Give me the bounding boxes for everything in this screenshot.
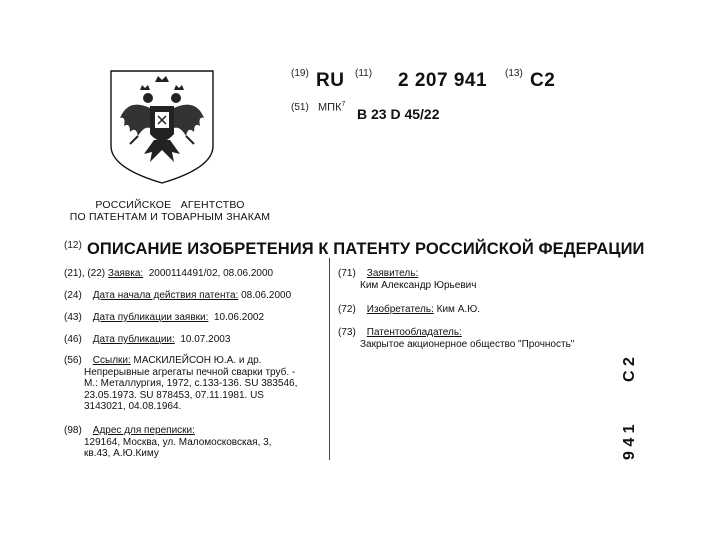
field-71-value: Ким Александр Юрьевич	[360, 279, 477, 291]
side-patent-number	[608, 300, 648, 470]
field-71	[338, 268, 608, 291]
field-46	[64, 334, 230, 346]
field-56-line-1: Непрерывные агрегаты печной сварки труб. -	[84, 366, 296, 378]
field-56-num: (56)	[64, 355, 82, 366]
code-11: (11)	[355, 68, 373, 79]
field-24-num: (24)	[64, 290, 82, 301]
code-51: (51)	[291, 102, 309, 113]
field-43-num: (43)	[64, 312, 82, 323]
field-56-line-2: М.: Металлургия, 1972, с.133-136. SU 383546,	[84, 378, 298, 389]
agency-name	[64, 199, 276, 223]
patent-kind: C2	[530, 70, 556, 91]
ipc-class: B 23 D 45/22	[357, 106, 440, 122]
field-43-label: Дата публикации заявки:	[92, 312, 209, 323]
field-21-value: 2000114491/02, 08.06.2000	[148, 268, 274, 279]
ipc-label	[318, 101, 345, 114]
field-46-label: Дата публикации:	[92, 334, 175, 345]
side-number-part-2: C 2	[621, 357, 638, 382]
field-98	[64, 425, 329, 460]
field-43	[64, 312, 264, 324]
field-72-num: (72)	[338, 304, 356, 315]
field-71-num: (71)	[338, 268, 356, 279]
code-13: (13)	[505, 68, 523, 79]
agency-line-1: РОССИЙСКОЕ АГЕНТСТВО	[95, 199, 245, 211]
field-43-value: 10.06.2002	[213, 312, 265, 323]
field-56-label: Ссылки:	[92, 355, 131, 366]
field-56-line-4: 3143021, 04.08.1964.	[84, 401, 182, 412]
field-98-num: (98)	[64, 425, 82, 436]
field-24-value: 08.06.2000	[241, 290, 292, 301]
code-12: (12)	[64, 240, 82, 251]
field-98-line-2: кв.43, А.Ю.Киму	[84, 448, 159, 459]
field-98-label: Адрес для переписки:	[92, 425, 195, 436]
field-56-value: МАСКИЛЕЙСОН Ю.А. и др.	[133, 355, 262, 366]
field-73-num: (73)	[338, 327, 356, 338]
side-number-part-1: 9 4 1	[621, 424, 638, 460]
ipc-sup: 7	[341, 101, 346, 108]
coat-of-arms-emblem	[108, 68, 216, 186]
field-56-line-3: 23.05.1973. SU 878453, 07.11.1981. US	[84, 389, 264, 401]
country-code: RU	[316, 70, 345, 91]
field-21-22	[64, 268, 273, 280]
field-98-line-1: 129164, Москва, ул. Маломосковская, 3,	[84, 436, 272, 448]
field-72-label: Изобретатель:	[366, 304, 434, 315]
column-divider	[329, 258, 330, 460]
field-73-value: Закрытое акционерное общество "Прочность"	[360, 338, 575, 350]
field-21-label: Заявка:	[107, 268, 144, 279]
field-73-label: Патентообладатель:	[366, 327, 462, 338]
agency-line-2: ПО ПАТЕНТАМ И ТОВАРНЫМ ЗНАКАМ	[69, 211, 271, 223]
field-46-value: 10.07.2003	[180, 334, 231, 345]
field-72	[338, 304, 608, 316]
field-73	[338, 327, 608, 350]
field-24-label: Дата начала действия патента:	[92, 290, 239, 301]
field-46-num: (46)	[64, 334, 82, 345]
field-21-num: (21), (22)	[64, 268, 106, 279]
field-24	[64, 290, 291, 302]
document-title: ОПИСАНИЕ ИЗОБРЕТЕНИЯ К ПАТЕНТУ РОССИЙСКОЙ ФЕДЕРАЦИИ	[87, 240, 645, 258]
field-56	[64, 355, 329, 413]
patent-number: 2 207 941	[398, 70, 488, 91]
field-72-value: Ким А.Ю.	[436, 304, 481, 315]
code-19: (19)	[291, 68, 309, 79]
field-71-label: Заявитель:	[366, 268, 419, 279]
ipc-label-text: МПК	[318, 101, 342, 114]
